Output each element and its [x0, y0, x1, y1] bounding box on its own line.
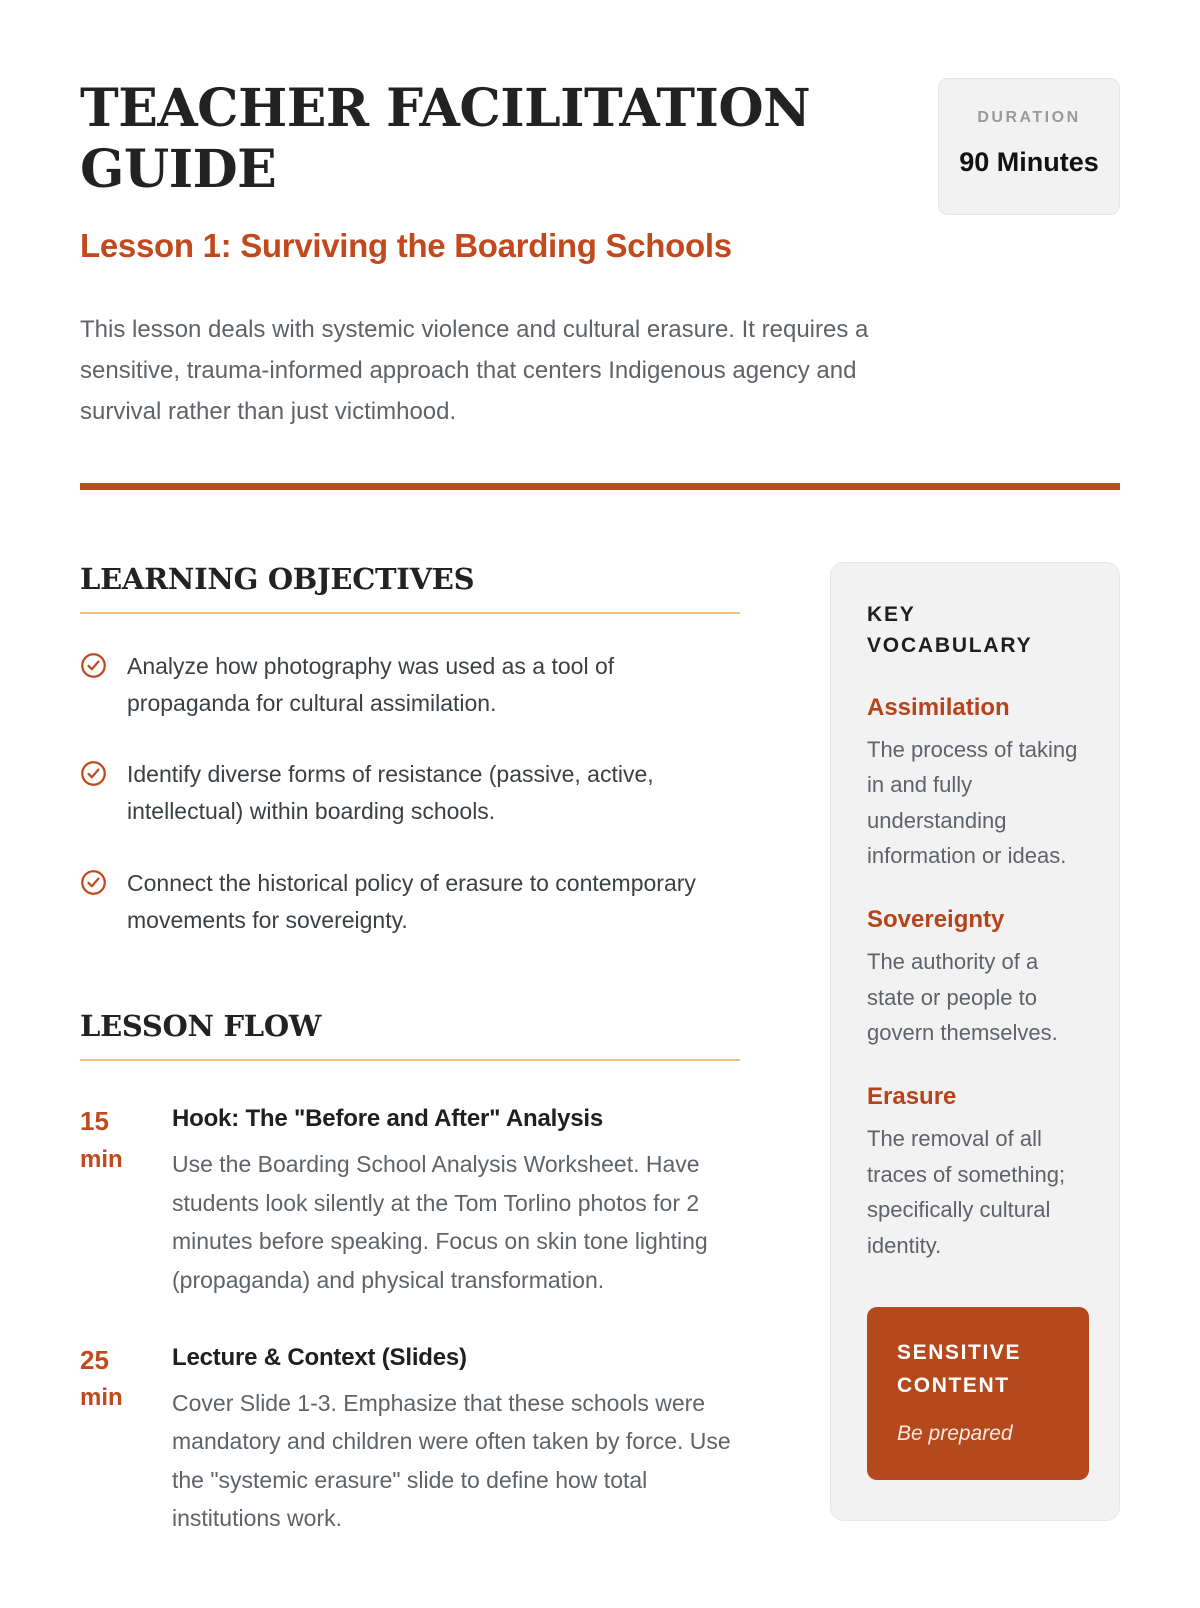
- lesson-flow-item: [80, 1344, 740, 1539]
- duration-value: 90 Minutes: [959, 147, 1099, 177]
- objective-item: [80, 756, 740, 831]
- sensitive-content-title: SENSITIVE CONTENT: [897, 1341, 1022, 1397]
- vocab-term: Sovereignty: [867, 906, 1005, 934]
- lesson-flow-section: [80, 1009, 740, 1538]
- objective-item: [80, 865, 740, 940]
- key-vocabulary-heading: KEY VOCABULARY: [867, 602, 1033, 658]
- main-content: [80, 562, 1120, 1608]
- header: [80, 78, 1120, 265]
- section-divider: [80, 483, 1120, 490]
- flow-heading: Hook: The "Before and After" Analysis: [172, 1105, 603, 1133]
- flow-heading: Lecture & Context (Slides): [172, 1343, 467, 1371]
- lesson-subtitle: Lesson 1: Surviving the Boarding Schools: [80, 226, 732, 264]
- vocab-definition: The removal of all traces of something; specifically cultural identity.: [867, 1125, 1066, 1258]
- learning-objectives-heading: LEARNING OBJECTIVES: [80, 562, 740, 614]
- flow-time-column: [80, 1105, 172, 1300]
- vocab-entry: [867, 1083, 1089, 1264]
- flow-time: 25: [80, 1344, 109, 1375]
- sensitive-content-note: Be prepared: [897, 1422, 1013, 1446]
- objective-text: Identify diverse forms of resistance (passive, active, intellectual) within boarding schools.: [127, 761, 654, 825]
- objective-text: Analyze how photography was used as a tool of propaganda for cultural assimilation.: [127, 652, 615, 716]
- document-page: [80, 0, 1120, 1608]
- learning-objectives-section: [80, 562, 740, 940]
- page-title: TEACHER FACILITATION GUIDE: [80, 78, 811, 201]
- lesson-flow-heading: LESSON FLOW: [80, 1009, 740, 1061]
- sensitive-content-card: [867, 1307, 1089, 1480]
- objective-text: Connect the historical policy of erasure to contemporary movements for sovereignty.: [127, 869, 696, 933]
- flow-body: Cover Slide 1-3. Emphasize that these schools were mandatory and children were often taken by force. Use the "systemic erasure" slide to define how total institutions work.: [172, 1389, 731, 1532]
- left-column: [80, 562, 740, 1608]
- sidebar: [830, 562, 1120, 1522]
- vocab-entry: [867, 906, 1089, 1051]
- vocab-term: Erasure: [867, 1082, 957, 1110]
- key-vocabulary-card: [830, 562, 1120, 1522]
- vocab-entry: [867, 694, 1089, 875]
- objective-item: [80, 648, 740, 723]
- duration-label: DURATION: [977, 109, 1081, 126]
- header-titles: [80, 78, 880, 265]
- intro-paragraph: This lesson deals with systemic violence and cultural erasure. It requires a sensitive, trauma-informed approach that centers Indigenous agency and survival rather than just victimhood.: [80, 315, 869, 426]
- flow-body: Use the Boarding School Analysis Worksheet. Have students look silently at the Tom Torlino photos for 2 minutes before speaking. Focus on skin tone lighting (propaganda) and physical transformation.: [172, 1151, 708, 1293]
- duration-card: [938, 78, 1120, 215]
- vocab-definition: The process of taking in and fully understanding information or ideas.: [867, 736, 1078, 869]
- flow-time-unit: min: [80, 1145, 123, 1173]
- check-circle-icon: [80, 760, 107, 792]
- flow-time: 15: [80, 1106, 109, 1137]
- check-circle-icon: [80, 652, 107, 684]
- check-circle-icon: [80, 869, 107, 901]
- flow-content: [172, 1105, 740, 1300]
- flow-content: [172, 1344, 740, 1539]
- vocab-term: Assimilation: [867, 693, 1010, 721]
- lesson-flow-item: [80, 1105, 740, 1300]
- flow-time-column: [80, 1344, 172, 1539]
- flow-time-unit: min: [80, 1384, 123, 1412]
- vocab-definition: The authority of a state or people to govern themselves.: [867, 949, 1058, 1046]
